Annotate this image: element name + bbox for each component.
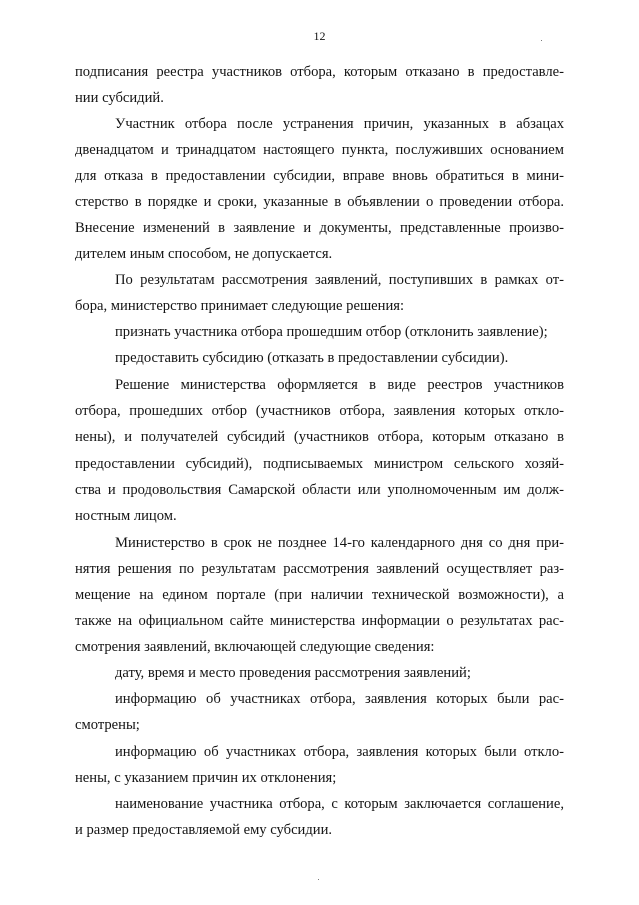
text-line: для отказа в предоставлении субсидии, вправе вновь обратиться в мини- (75, 168, 564, 184)
text-line: предоставить субсидию (отказать в предоставлении субсидии). (115, 350, 509, 366)
text-line: стерство в порядке и сроки, указанные в объявлении о проведении отбора. (75, 194, 564, 210)
text-line: двенадцатом и тринадцатом настоящего пункта, послуживших основанием (75, 142, 564, 158)
text-line: смотрены; (75, 717, 140, 733)
text-line: нены), и получателей субсидий (участников отбора, которым отказано в (75, 429, 564, 445)
text-line: нятия решения по результатам рассмотрения заявлений осуществляет раз- (75, 561, 564, 577)
text-line: Решение министерства оформляется в виде реестров участников (115, 377, 564, 393)
text-line: дителем иным способом, не допускается. (75, 246, 333, 262)
text-line: ства и продовольствия Самарской области или уполномоченным им долж- (75, 482, 564, 498)
text-line: признать участника отбора прошедшим отбор (отклонить заявление); (115, 324, 548, 340)
text-line: информацию об участниках отбора, заявления которых были откло- (115, 744, 564, 760)
text-line: Внесение изменений в заявление и документы, представленные произво- (75, 220, 564, 236)
text-line: Участник отбора после устранения причин, указанных в абзацах (115, 116, 564, 132)
text-line: также на официальном сайте министерства информации о результатах рас- (75, 613, 564, 629)
scan-speck (541, 40, 542, 41)
text-line: нены, с указанием причин их отклонения; (75, 770, 337, 786)
text-line: бора, министерство принимает следующие решения: (75, 298, 405, 314)
text-line: наименование участника отбора, с которым заключается соглашение, (115, 796, 564, 812)
text-line: подписания реестра участников отбора, которым отказано в предоставле- (75, 64, 564, 80)
text-line: мещение на едином портале (при наличии технической возможности), а (75, 587, 564, 603)
text-line: По результатам рассмотрения заявлений, поступивших в рамках от- (115, 272, 564, 288)
scan-speck (318, 879, 319, 880)
text-line: информацию об участниках отбора, заявления которых были рас- (115, 691, 564, 707)
text-line: Министерство в срок не позднее 14-го календарного дня со дня при- (115, 535, 564, 551)
text-line: дату, время и место проведения рассмотрения заявлений; (115, 665, 471, 681)
text-line: ностным лицом. (75, 508, 177, 524)
text-line: предоставлении субсидий), подписываемых министром сельского хозяй- (75, 456, 564, 472)
text-line: смотрения заявлений, включающей следующие сведения: (75, 639, 435, 655)
text-line: отбора, прошедших отбор (участников отбора, заявления которых откло- (75, 403, 564, 419)
page-number: 12 (313, 29, 326, 43)
text-line: и размер предоставляемой ему субсидии. (75, 822, 333, 838)
text-line: нии субсидий. (75, 90, 164, 106)
